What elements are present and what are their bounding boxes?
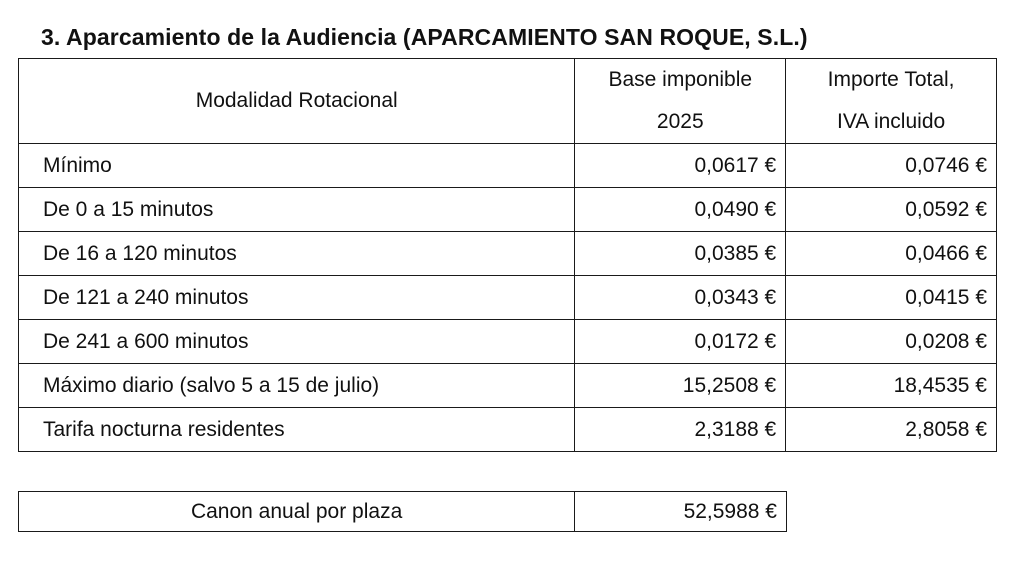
table-row bbox=[19, 408, 997, 452]
section-title: 3. Aparcamiento de la Audiencia (APARCAMIENTO SAN ROQUE, S.L.) bbox=[41, 24, 808, 50]
row-total: 18,4535 € bbox=[786, 364, 997, 408]
row-label: De 241 a 600 minutos bbox=[19, 320, 575, 364]
row-base: 0,0385 € bbox=[575, 232, 786, 276]
row-total: 0,0415 € bbox=[786, 276, 997, 320]
row-total: 0,0208 € bbox=[786, 320, 997, 364]
table-row bbox=[19, 188, 997, 232]
row-total: 0,0746 € bbox=[786, 144, 997, 188]
canon-value: 52,5988 € bbox=[575, 492, 787, 532]
header-base-imponible bbox=[575, 59, 786, 144]
row-total: 2,8058 € bbox=[786, 408, 997, 452]
header-base-line1: Base imponible bbox=[608, 68, 753, 91]
row-base: 0,0343 € bbox=[575, 276, 786, 320]
canon-row bbox=[19, 492, 787, 532]
row-base: 0,0490 € bbox=[575, 188, 786, 232]
table-row bbox=[19, 144, 997, 188]
header-importe-total bbox=[786, 59, 997, 144]
row-label: De 121 a 240 minutos bbox=[19, 276, 575, 320]
header-base-line2: 2025 bbox=[656, 110, 704, 133]
row-label: De 0 a 15 minutos bbox=[19, 188, 575, 232]
header-modalidad-label: Modalidad Rotacional bbox=[195, 89, 398, 112]
row-label: Mínimo bbox=[19, 144, 575, 188]
tariff-table bbox=[18, 58, 997, 452]
header-modalidad bbox=[19, 59, 575, 144]
row-base: 15,2508 € bbox=[575, 364, 786, 408]
table-row bbox=[19, 320, 997, 364]
row-base: 0,0172 € bbox=[575, 320, 786, 364]
table-row bbox=[19, 276, 997, 320]
header-total-line1: Importe Total, bbox=[827, 68, 955, 91]
canon-table bbox=[18, 491, 787, 532]
row-label: Tarifa nocturna residentes bbox=[19, 408, 575, 452]
tariff-header-row bbox=[19, 59, 997, 144]
header-total-line2: IVA incluido bbox=[837, 110, 946, 133]
row-base: 2,3188 € bbox=[575, 408, 786, 452]
row-total: 0,0592 € bbox=[786, 188, 997, 232]
row-label: De 16 a 120 minutos bbox=[19, 232, 575, 276]
table-row bbox=[19, 232, 997, 276]
row-total: 0,0466 € bbox=[786, 232, 997, 276]
table-row bbox=[19, 364, 997, 408]
canon-label: Canon anual por plaza bbox=[19, 492, 575, 532]
row-label: Máximo diario (salvo 5 a 15 de julio) bbox=[19, 364, 575, 408]
row-base: 0,0617 € bbox=[575, 144, 786, 188]
